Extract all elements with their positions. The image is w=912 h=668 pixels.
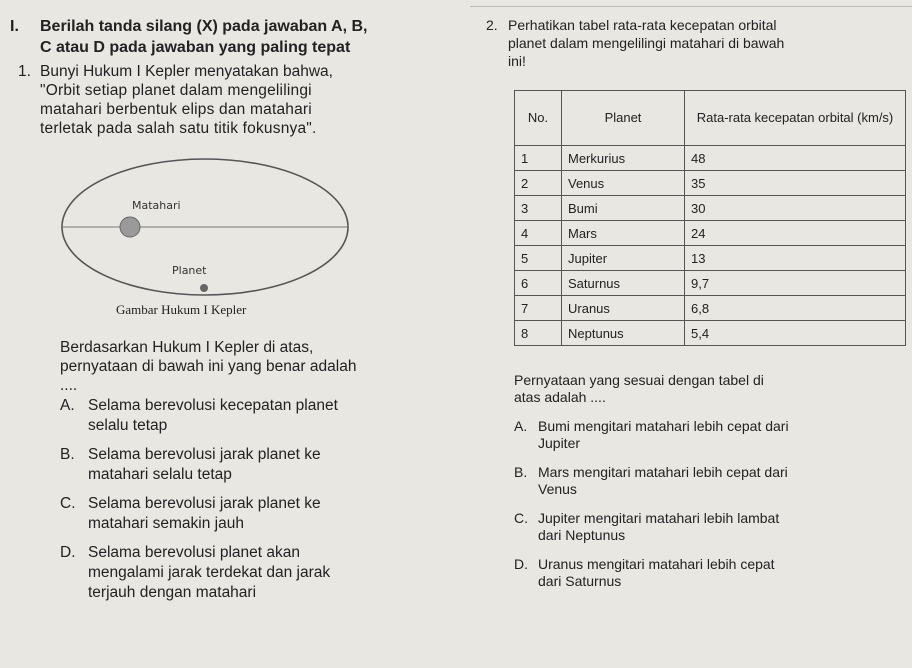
option-text: Selama berevolusi planet akan: [88, 544, 300, 561]
question-2-number: 2.: [486, 17, 498, 33]
option-text: Mars mengitari matahari lebih cepat dari: [538, 464, 788, 480]
option-text: Selama berevolusi jarak planet ke: [88, 446, 321, 463]
kepler-quote: [40, 81, 450, 138]
question-1: [10, 62, 450, 138]
cell-planet: Saturnus: [562, 271, 685, 296]
table-row: [515, 171, 906, 196]
option-letter: D.: [60, 544, 76, 561]
section-number: I.: [10, 18, 19, 35]
option-text: selalu tetap: [88, 417, 168, 434]
quote-line: "Orbit setiap planet dalam mengelilingi: [40, 82, 312, 99]
cell-planet: Merkurius: [562, 146, 685, 171]
quote-line: matahari berbentuk elips dan matahari: [40, 101, 312, 118]
option-text: Selama berevolusi kecepatan planet: [88, 397, 338, 414]
option-text: matahari semakin jauh: [88, 515, 244, 532]
cell-planet: Mars: [562, 221, 685, 246]
option-a[interactable]: [514, 418, 904, 452]
section-instruction-line1: Berilah tanda silang (X) pada jawaban A, B,: [40, 18, 368, 35]
option-text: Selama berevolusi jarak planet ke: [88, 495, 321, 512]
sun-icon: [120, 217, 140, 237]
question-2-stem: [514, 372, 904, 406]
option-text: Venus: [538, 481, 577, 497]
option-text: Bumi mengitari matahari lebih cepat dari: [538, 418, 789, 434]
question-1-stem: [60, 338, 440, 395]
cell-planet: Neptunus: [562, 321, 685, 346]
stem-line: Berdasarkan Hukum I Kepler di atas,: [60, 339, 314, 356]
option-text: matahari selalu tetap: [88, 466, 232, 483]
option-d[interactable]: [514, 556, 904, 590]
option-letter: D.: [514, 556, 528, 572]
option-a[interactable]: [60, 396, 440, 436]
question-1-intro: Bunyi Hukum I Kepler menyatakan bahwa,: [40, 63, 333, 80]
table-header-row: [515, 91, 906, 146]
cell-no: 7: [515, 296, 562, 321]
option-text: Jupiter: [538, 435, 581, 451]
option-text: dari Neptunus: [538, 527, 626, 543]
cell-no: 6: [515, 271, 562, 296]
table-row: [515, 146, 906, 171]
cell-no: 4: [515, 221, 562, 246]
sun-label: Matahari: [132, 199, 181, 212]
cell-planet: Bumi: [562, 196, 685, 221]
cell-no: 1: [515, 146, 562, 171]
table-row: [515, 246, 906, 271]
question-1-number: 1.: [18, 63, 31, 80]
option-letter: B.: [514, 464, 528, 480]
cell-speed: 48: [685, 146, 906, 171]
option-c[interactable]: [514, 510, 904, 544]
header-planet: Planet: [562, 91, 685, 146]
page-top-rule: [470, 6, 912, 7]
right-column: [486, 16, 906, 589]
intro-line: ini!: [508, 53, 526, 69]
option-letter: A.: [60, 397, 75, 414]
quote-line: terletak pada salah satu titik fokusnya".: [40, 120, 317, 137]
cell-planet: Venus: [562, 171, 685, 196]
header-speed: Rata-rata kecepatan orbital (km/s): [685, 91, 906, 146]
cell-speed: 5,4: [685, 321, 906, 346]
cell-speed: 24: [685, 221, 906, 246]
table-row: [515, 296, 906, 321]
table-row: [515, 221, 906, 246]
kepler-orbit-diagram: [60, 152, 350, 312]
cell-no: 3: [515, 196, 562, 221]
cell-no: 2: [515, 171, 562, 196]
table-row: [515, 196, 906, 221]
cell-speed: 6,8: [685, 296, 906, 321]
planet-label: Planet: [172, 264, 207, 277]
planet-icon: [200, 284, 208, 292]
option-letter: B.: [60, 446, 75, 463]
option-text: terjauh dengan matahari: [88, 584, 257, 601]
option-text: mengalami jarak terdekat dan jarak: [88, 564, 331, 581]
question-2-intro: [486, 16, 906, 70]
option-b[interactable]: [60, 445, 440, 485]
cell-no: 8: [515, 321, 562, 346]
option-d[interactable]: [60, 543, 440, 603]
question-2-options: [514, 418, 904, 602]
section-heading: [10, 16, 450, 58]
option-text: Uranus mengitari matahari lebih cepat: [538, 556, 775, 572]
section-instruction-line2: C atau D pada jawaban yang paling tepat: [40, 39, 351, 56]
option-letter: A.: [514, 418, 528, 434]
left-column: [10, 16, 450, 138]
cell-no: 5: [515, 246, 562, 271]
option-text: dari Saturnus: [538, 573, 622, 589]
cell-speed: 30: [685, 196, 906, 221]
option-b[interactable]: [514, 464, 904, 498]
stem-line: ....: [60, 377, 78, 394]
cell-speed: 9,7: [685, 271, 906, 296]
stem-line: atas adalah ....: [514, 389, 606, 405]
option-text: Jupiter mengitari matahari lebih lambat: [538, 510, 780, 526]
table-row: [515, 271, 906, 296]
figure-caption: Gambar Hukum I Kepler: [116, 302, 247, 317]
option-letter: C.: [60, 495, 76, 512]
orbital-speed-table: [514, 90, 906, 346]
cell-speed: 13: [685, 246, 906, 271]
option-c[interactable]: [60, 494, 440, 534]
cell-planet: Uranus: [562, 296, 685, 321]
cell-planet: Jupiter: [562, 246, 685, 271]
option-letter: C.: [514, 510, 528, 526]
stem-line: pernyataan di bawah ini yang benar adalah: [60, 358, 357, 375]
question-1-options: [60, 396, 440, 612]
cell-speed: 35: [685, 171, 906, 196]
intro-line: Perhatikan tabel rata-rata kecepatan orbital: [508, 17, 777, 33]
stem-line: Pernyataan yang sesuai dengan tabel di: [514, 372, 764, 388]
table-body: [515, 146, 906, 346]
header-no: No.: [515, 91, 562, 146]
intro-line: planet dalam mengelilingi matahari di bawah: [508, 35, 785, 51]
table-row: [515, 321, 906, 346]
